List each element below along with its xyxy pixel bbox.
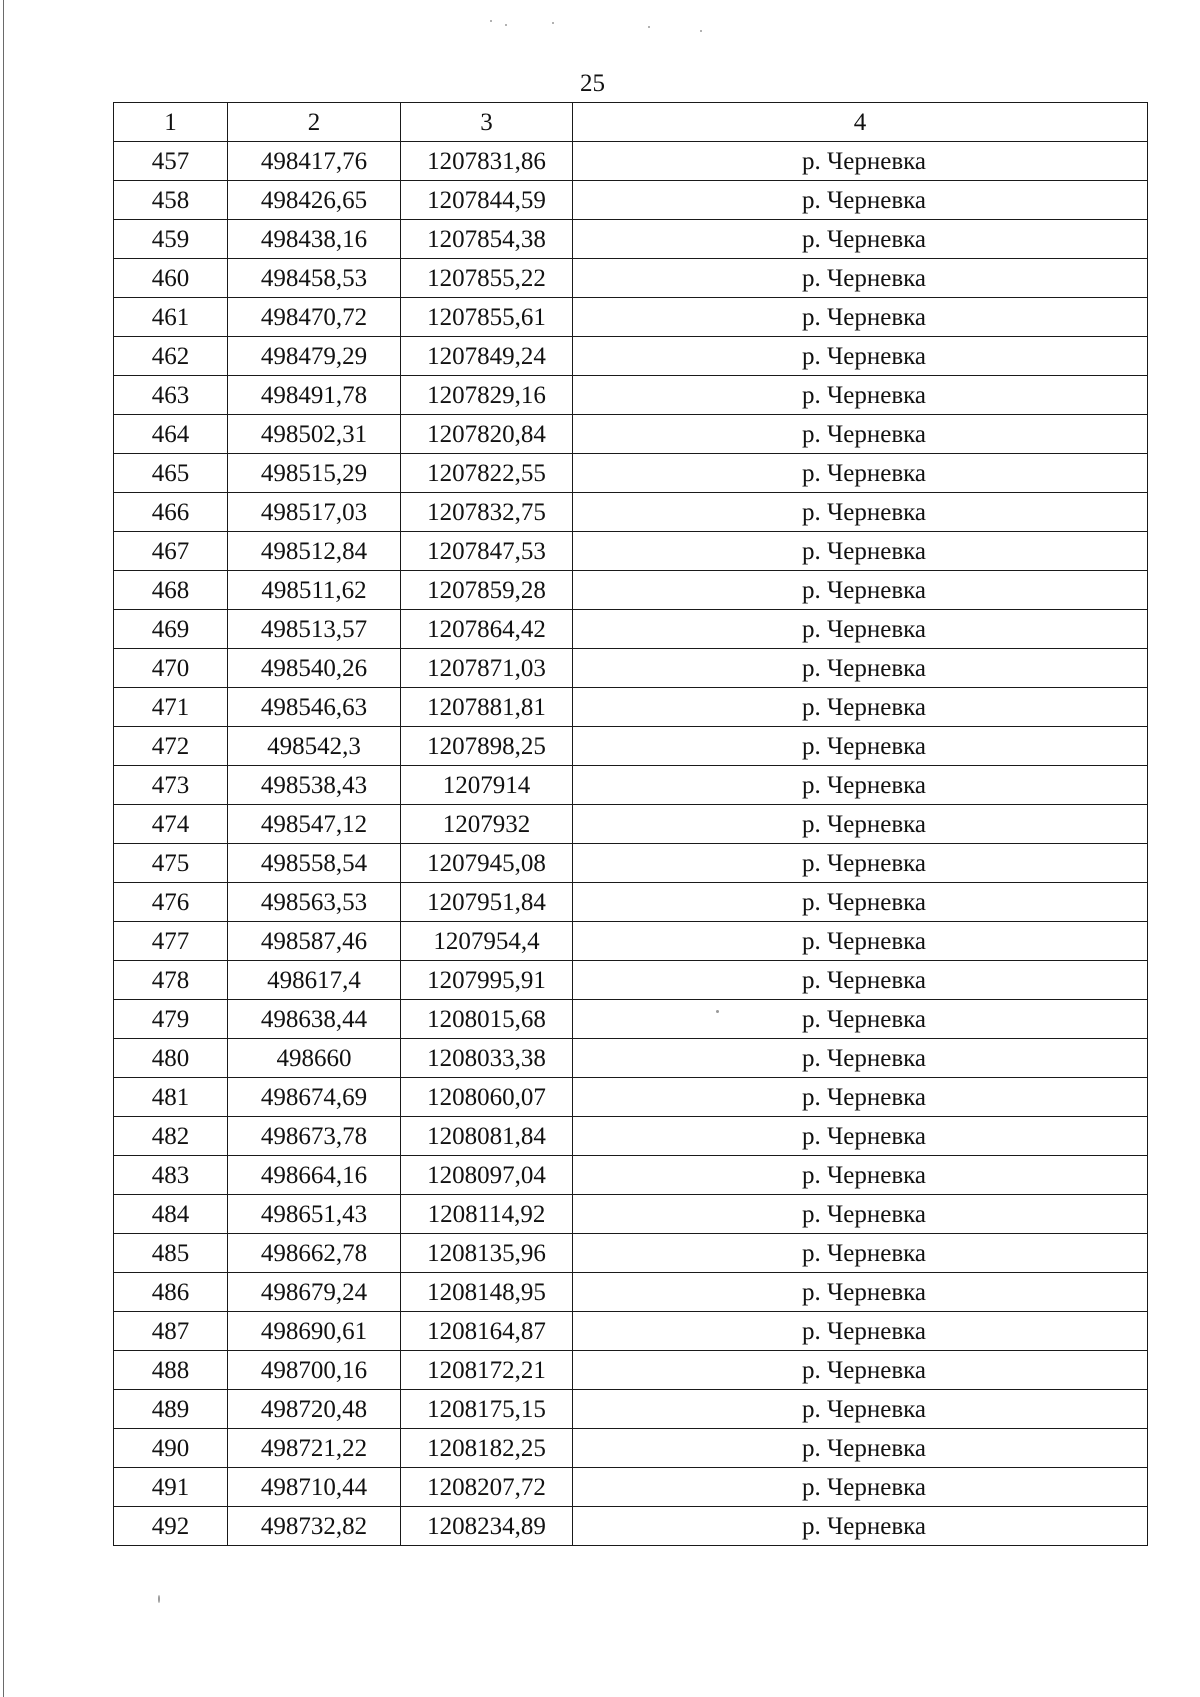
river-name-cell: р. Черневка: [573, 961, 1148, 1000]
y-coordinate-cell: 1207847,53: [401, 532, 573, 571]
coordinates-table: [113, 102, 1148, 1546]
y-coordinate-cell: 1208114,92: [401, 1195, 573, 1234]
point-number-cell: 481: [114, 1078, 228, 1117]
y-coordinate-cell: 1207954,4: [401, 922, 573, 961]
x-coordinate-cell: 498426,65: [228, 181, 401, 220]
point-number-cell: 477: [114, 922, 228, 961]
header-col-1: 1: [114, 103, 228, 142]
river-name-cell: р. Черневка: [573, 805, 1148, 844]
scan-speck: [648, 26, 650, 28]
y-coordinate-cell: 1207951,84: [401, 883, 573, 922]
table-row: [114, 1468, 1148, 1507]
point-number-cell: 480: [114, 1039, 228, 1078]
table-row: [114, 805, 1148, 844]
x-coordinate-cell: 498542,3: [228, 727, 401, 766]
table-row: [114, 1117, 1148, 1156]
y-coordinate-cell: 1208033,38: [401, 1039, 573, 1078]
table-header-row: [114, 103, 1148, 142]
x-coordinate-cell: 498512,84: [228, 532, 401, 571]
table-row: [114, 766, 1148, 805]
river-name-cell: р. Черневка: [573, 1312, 1148, 1351]
y-coordinate-cell: 1207859,28: [401, 571, 573, 610]
point-number-cell: 464: [114, 415, 228, 454]
river-name-cell: р. Черневка: [573, 376, 1148, 415]
x-coordinate-cell: 498674,69: [228, 1078, 401, 1117]
table-row: [114, 1156, 1148, 1195]
x-coordinate-cell: 498558,54: [228, 844, 401, 883]
scan-speck: [490, 20, 492, 22]
point-number-cell: 469: [114, 610, 228, 649]
river-name-cell: р. Черневка: [573, 922, 1148, 961]
point-number-cell: 465: [114, 454, 228, 493]
point-number-cell: 475: [114, 844, 228, 883]
y-coordinate-cell: 1207831,86: [401, 142, 573, 181]
y-coordinate-cell: 1207898,25: [401, 727, 573, 766]
river-name-cell: р. Черневка: [573, 1351, 1148, 1390]
y-coordinate-cell: 1208164,87: [401, 1312, 573, 1351]
table-row: [114, 1000, 1148, 1039]
scan-speck: [552, 22, 554, 24]
x-coordinate-cell: 498720,48: [228, 1390, 401, 1429]
point-number-cell: 470: [114, 649, 228, 688]
x-coordinate-cell: 498587,46: [228, 922, 401, 961]
point-number-cell: 462: [114, 337, 228, 376]
x-coordinate-cell: 498638,44: [228, 1000, 401, 1039]
x-coordinate-cell: 498517,03: [228, 493, 401, 532]
table-row: [114, 727, 1148, 766]
point-number-cell: 459: [114, 220, 228, 259]
y-coordinate-cell: 1208081,84: [401, 1117, 573, 1156]
y-coordinate-cell: 1207854,38: [401, 220, 573, 259]
table-row: [114, 1078, 1148, 1117]
x-coordinate-cell: 498479,29: [228, 337, 401, 376]
table-row: [114, 1234, 1148, 1273]
river-name-cell: р. Черневка: [573, 610, 1148, 649]
y-coordinate-cell: 1207914: [401, 766, 573, 805]
x-coordinate-cell: 498511,62: [228, 571, 401, 610]
x-coordinate-cell: 498710,44: [228, 1468, 401, 1507]
point-number-cell: 486: [114, 1273, 228, 1312]
y-coordinate-cell: 1208060,07: [401, 1078, 573, 1117]
x-coordinate-cell: 498662,78: [228, 1234, 401, 1273]
point-number-cell: 491: [114, 1468, 228, 1507]
point-number-cell: 482: [114, 1117, 228, 1156]
y-coordinate-cell: 1207995,91: [401, 961, 573, 1000]
river-name-cell: р. Черневка: [573, 1000, 1148, 1039]
x-coordinate-cell: 498502,31: [228, 415, 401, 454]
table-row: [114, 376, 1148, 415]
point-number-cell: 473: [114, 766, 228, 805]
table-row: [114, 220, 1148, 259]
x-coordinate-cell: 498721,22: [228, 1429, 401, 1468]
river-name-cell: р. Черневка: [573, 1507, 1148, 1546]
header-col-2: 2: [228, 103, 401, 142]
x-coordinate-cell: 498690,61: [228, 1312, 401, 1351]
river-name-cell: р. Черневка: [573, 1078, 1148, 1117]
river-name-cell: р. Черневка: [573, 1468, 1148, 1507]
page-edge-line: [3, 0, 4, 1697]
table-row: [114, 1351, 1148, 1390]
x-coordinate-cell: 498563,53: [228, 883, 401, 922]
river-name-cell: р. Черневка: [573, 1156, 1148, 1195]
point-number-cell: 487: [114, 1312, 228, 1351]
point-number-cell: 474: [114, 805, 228, 844]
page-number: 25: [580, 70, 605, 97]
y-coordinate-cell: 1207932: [401, 805, 573, 844]
y-coordinate-cell: 1208172,21: [401, 1351, 573, 1390]
river-name-cell: р. Черневка: [573, 337, 1148, 376]
river-name-cell: р. Черневка: [573, 766, 1148, 805]
point-number-cell: 489: [114, 1390, 228, 1429]
x-coordinate-cell: 498417,76: [228, 142, 401, 181]
point-number-cell: 466: [114, 493, 228, 532]
scan-speck: [158, 1595, 160, 1603]
point-number-cell: 461: [114, 298, 228, 337]
table-row: [114, 415, 1148, 454]
x-coordinate-cell: 498438,16: [228, 220, 401, 259]
x-coordinate-cell: 498540,26: [228, 649, 401, 688]
point-number-cell: 479: [114, 1000, 228, 1039]
x-coordinate-cell: 498673,78: [228, 1117, 401, 1156]
river-name-cell: р. Черневка: [573, 1429, 1148, 1468]
table-row: [114, 883, 1148, 922]
x-coordinate-cell: 498617,4: [228, 961, 401, 1000]
river-name-cell: р. Черневка: [573, 844, 1148, 883]
y-coordinate-cell: 1207832,75: [401, 493, 573, 532]
x-coordinate-cell: 498679,24: [228, 1273, 401, 1312]
table-row: [114, 1039, 1148, 1078]
x-coordinate-cell: 498651,43: [228, 1195, 401, 1234]
river-name-cell: р. Черневка: [573, 1390, 1148, 1429]
river-name-cell: р. Черневка: [573, 415, 1148, 454]
table-row: [114, 181, 1148, 220]
river-name-cell: р. Черневка: [573, 493, 1148, 532]
point-number-cell: 485: [114, 1234, 228, 1273]
table-row: [114, 649, 1148, 688]
river-name-cell: р. Черневка: [573, 532, 1148, 571]
y-coordinate-cell: 1207864,42: [401, 610, 573, 649]
x-coordinate-cell: 498547,12: [228, 805, 401, 844]
river-name-cell: р. Черневка: [573, 649, 1148, 688]
x-coordinate-cell: 498660: [228, 1039, 401, 1078]
point-number-cell: 463: [114, 376, 228, 415]
scan-speck: [505, 24, 507, 26]
river-name-cell: р. Черневка: [573, 1117, 1148, 1156]
y-coordinate-cell: 1207881,81: [401, 688, 573, 727]
point-number-cell: 467: [114, 532, 228, 571]
table-row: [114, 337, 1148, 376]
river-name-cell: р. Черневка: [573, 220, 1148, 259]
table-row: [114, 298, 1148, 337]
x-coordinate-cell: 498546,63: [228, 688, 401, 727]
table-row: [114, 1195, 1148, 1234]
point-number-cell: 492: [114, 1507, 228, 1546]
river-name-cell: р. Черневка: [573, 1195, 1148, 1234]
y-coordinate-cell: 1207849,24: [401, 337, 573, 376]
y-coordinate-cell: 1208148,95: [401, 1273, 573, 1312]
point-number-cell: 458: [114, 181, 228, 220]
y-coordinate-cell: 1208097,04: [401, 1156, 573, 1195]
point-number-cell: 471: [114, 688, 228, 727]
table-body: [114, 142, 1148, 1546]
x-coordinate-cell: 498470,72: [228, 298, 401, 337]
river-name-cell: р. Черневка: [573, 883, 1148, 922]
table-row: [114, 259, 1148, 298]
y-coordinate-cell: 1208015,68: [401, 1000, 573, 1039]
x-coordinate-cell: 498513,57: [228, 610, 401, 649]
table-row: [114, 1273, 1148, 1312]
river-name-cell: р. Черневка: [573, 298, 1148, 337]
point-number-cell: 472: [114, 727, 228, 766]
y-coordinate-cell: 1207945,08: [401, 844, 573, 883]
y-coordinate-cell: 1207829,16: [401, 376, 573, 415]
river-name-cell: р. Черневка: [573, 259, 1148, 298]
point-number-cell: 478: [114, 961, 228, 1000]
table-row: [114, 844, 1148, 883]
point-number-cell: 484: [114, 1195, 228, 1234]
point-number-cell: 488: [114, 1351, 228, 1390]
y-coordinate-cell: 1208182,25: [401, 1429, 573, 1468]
scan-speck: [716, 1010, 719, 1013]
river-name-cell: р. Черневка: [573, 181, 1148, 220]
y-coordinate-cell: 1208135,96: [401, 1234, 573, 1273]
table-row: [114, 142, 1148, 181]
table-row: [114, 532, 1148, 571]
river-name-cell: р. Черневка: [573, 1273, 1148, 1312]
y-coordinate-cell: 1208175,15: [401, 1390, 573, 1429]
x-coordinate-cell: 498491,78: [228, 376, 401, 415]
table-row: [114, 1507, 1148, 1546]
river-name-cell: р. Черневка: [573, 571, 1148, 610]
y-coordinate-cell: 1207844,59: [401, 181, 573, 220]
river-name-cell: р. Черневка: [573, 727, 1148, 766]
river-name-cell: р. Черневка: [573, 1039, 1148, 1078]
point-number-cell: 460: [114, 259, 228, 298]
x-coordinate-cell: 498700,16: [228, 1351, 401, 1390]
table-row: [114, 571, 1148, 610]
header-col-3: 3: [401, 103, 573, 142]
table-row: [114, 610, 1148, 649]
x-coordinate-cell: 498732,82: [228, 1507, 401, 1546]
point-number-cell: 483: [114, 1156, 228, 1195]
x-coordinate-cell: 498458,53: [228, 259, 401, 298]
table-row: [114, 454, 1148, 493]
table-row: [114, 922, 1148, 961]
x-coordinate-cell: 498664,16: [228, 1156, 401, 1195]
x-coordinate-cell: 498515,29: [228, 454, 401, 493]
scan-speck: [700, 30, 702, 32]
point-number-cell: 476: [114, 883, 228, 922]
table-row: [114, 1312, 1148, 1351]
table-row: [114, 1429, 1148, 1468]
y-coordinate-cell: 1207822,55: [401, 454, 573, 493]
point-number-cell: 490: [114, 1429, 228, 1468]
x-coordinate-cell: 498538,43: [228, 766, 401, 805]
table-row: [114, 961, 1148, 1000]
y-coordinate-cell: 1208234,89: [401, 1507, 573, 1546]
y-coordinate-cell: 1207820,84: [401, 415, 573, 454]
table-row: [114, 1390, 1148, 1429]
point-number-cell: 468: [114, 571, 228, 610]
y-coordinate-cell: 1208207,72: [401, 1468, 573, 1507]
table-row: [114, 688, 1148, 727]
table-row: [114, 493, 1148, 532]
header-col-4: 4: [573, 103, 1148, 142]
river-name-cell: р. Черневка: [573, 688, 1148, 727]
y-coordinate-cell: 1207871,03: [401, 649, 573, 688]
river-name-cell: р. Черневка: [573, 454, 1148, 493]
y-coordinate-cell: 1207855,22: [401, 259, 573, 298]
point-number-cell: 457: [114, 142, 228, 181]
y-coordinate-cell: 1207855,61: [401, 298, 573, 337]
river-name-cell: р. Черневка: [573, 142, 1148, 181]
river-name-cell: р. Черневка: [573, 1234, 1148, 1273]
